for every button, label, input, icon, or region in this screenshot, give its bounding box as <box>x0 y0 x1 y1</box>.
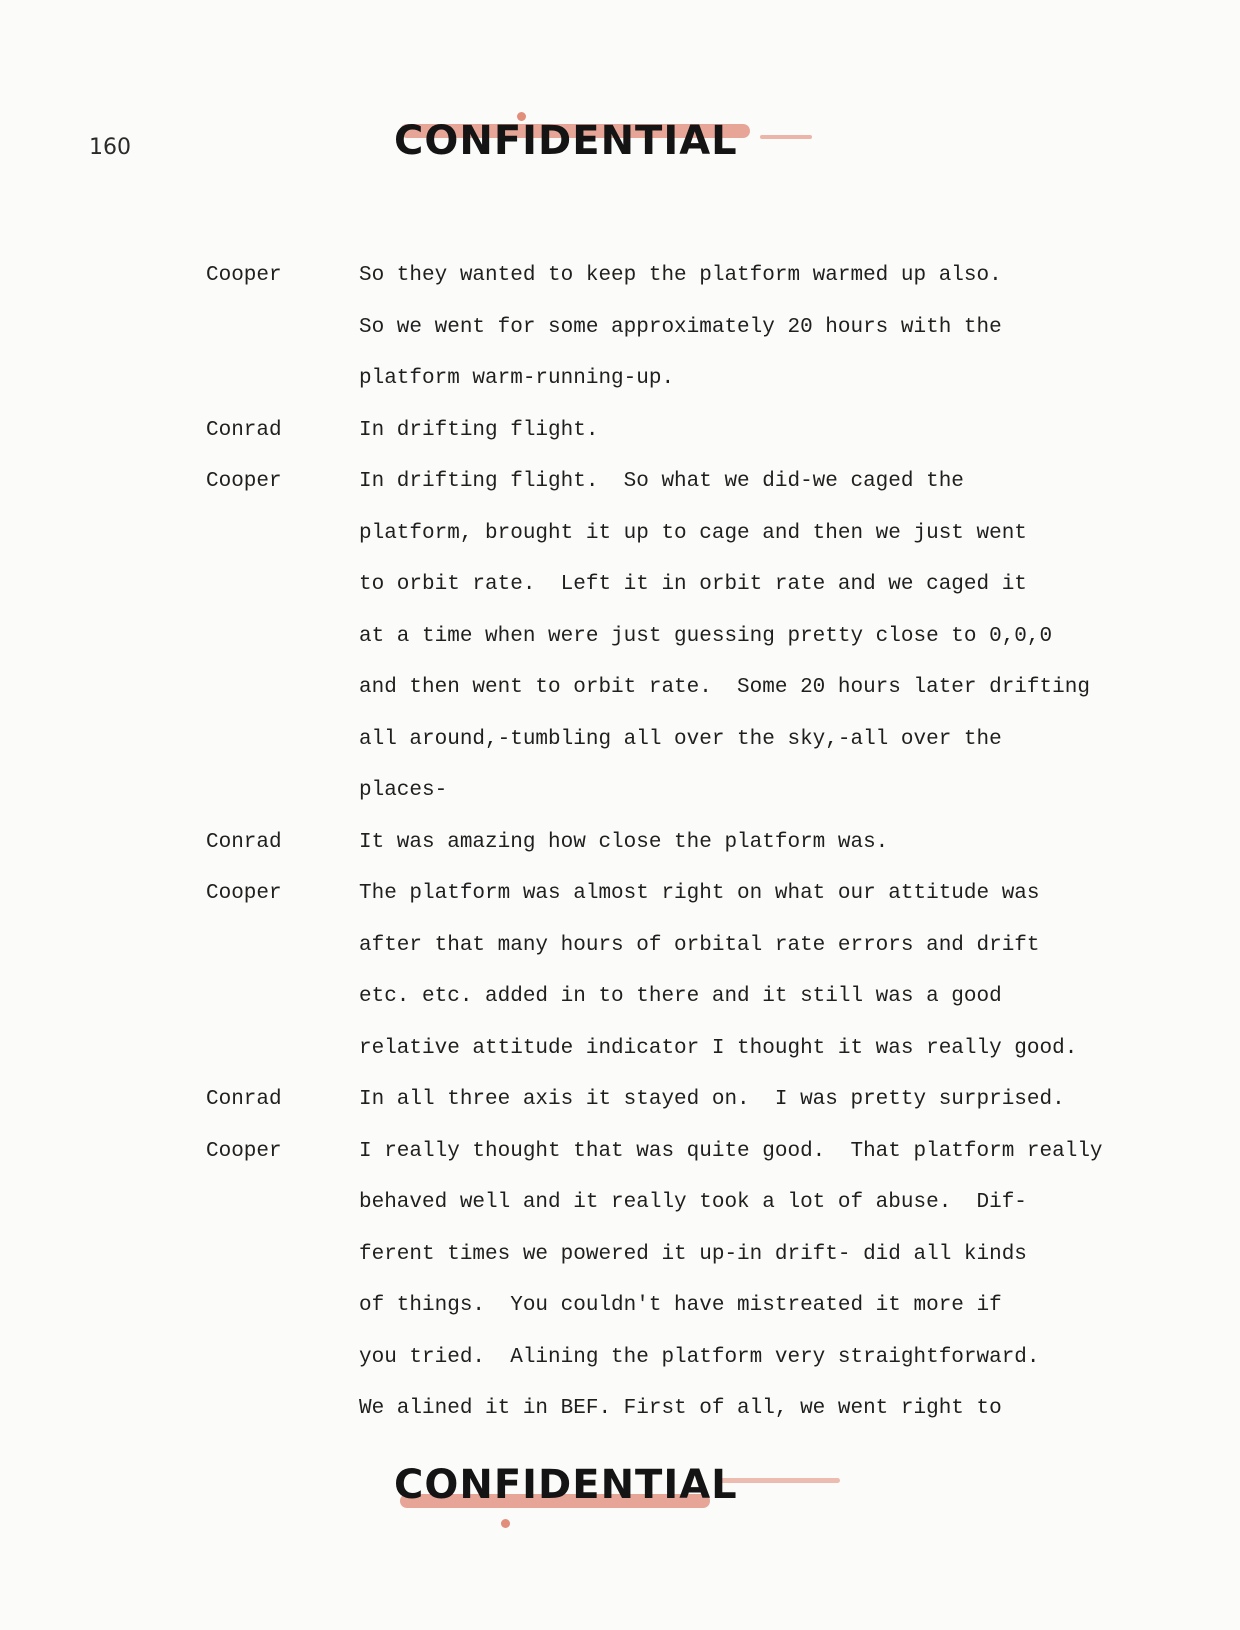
transcript-line <box>0 1237 1240 1289</box>
classification-stamp-bottom: CONFIDENTIAL <box>394 1462 738 1508</box>
transcript-line <box>0 1185 1240 1237</box>
dialogue-text: We alined it in BEF. First of all, we went right to <box>359 1397 1002 1420</box>
transcript-line <box>0 670 1240 722</box>
speaker-name: Cooper <box>206 264 282 287</box>
transcript-line <box>0 1134 1240 1186</box>
classification-smear-dot-bottom <box>501 1519 510 1528</box>
transcript-line <box>0 464 1240 516</box>
dialogue-text: In all three axis it stayed on. I was pretty surprised. <box>359 1088 1065 1111</box>
dialogue-text: to orbit rate. Left it in orbit rate and we caged it <box>359 573 1027 596</box>
classification-stamp-top: CONFIDENTIAL <box>394 118 738 164</box>
transcript-line <box>0 619 1240 671</box>
speaker-name: Conrad <box>206 418 282 442</box>
dialogue-text: you tried. Alining the platform very straightforward. <box>359 1345 1040 1369</box>
transcript-line <box>0 876 1240 928</box>
dialogue-text: ferent times we powered it up-in drift- did all kinds <box>359 1242 1027 1266</box>
dialogue-text: of things. You couldn't have mistreated it more if <box>359 1294 1002 1317</box>
transcript-line <box>0 928 1240 980</box>
transcript-line <box>0 1391 1240 1443</box>
dialogue-text: places- <box>359 779 448 802</box>
transcript <box>0 258 1240 1443</box>
dialogue-text: at a time when were just guessing pretty close to 0,0,0 <box>359 624 1053 648</box>
dialogue-text: platform warm-running-up. <box>359 367 675 390</box>
transcript-line <box>0 1031 1240 1083</box>
dialogue-text: The platform was almost right on what our attitude was <box>359 882 1040 905</box>
dialogue-text: all around,-tumbling all over the sky,-all over the <box>359 727 1002 751</box>
transcript-line <box>0 1340 1240 1392</box>
transcript-line <box>0 1288 1240 1340</box>
dialogue-text: platform, brought it up to cage and then we just went <box>359 521 1027 545</box>
classification-smear-bottom-tail <box>720 1478 840 1483</box>
transcript-line <box>0 722 1240 774</box>
dialogue-text: and then went to orbit rate. Some 20 hours later drifting <box>359 676 1090 699</box>
transcript-line <box>0 773 1240 825</box>
dialogue-text: In drifting flight. So what we did-we caged the <box>359 470 964 493</box>
speaker-name: Conrad <box>206 830 282 854</box>
transcript-line <box>0 413 1240 465</box>
page-number: 160 <box>89 135 131 160</box>
speaker-name: Cooper <box>206 470 282 493</box>
transcript-line <box>0 1082 1240 1134</box>
dialogue-text: after that many hours of orbital rate errors and drift <box>359 933 1040 957</box>
speaker-name: Cooper <box>206 1139 282 1163</box>
transcript-line <box>0 516 1240 568</box>
dialogue-text: I really thought that was quite good. That platform really <box>359 1139 1103 1163</box>
speaker-name: Conrad <box>206 1088 282 1111</box>
dialogue-text: etc. etc. added in to there and it still was a good <box>359 985 1002 1008</box>
speaker-name: Cooper <box>206 882 282 905</box>
dialogue-text: It was amazing how close the platform was. <box>359 830 889 854</box>
dialogue-text: relative attitude indicator I thought it was really good. <box>359 1036 1078 1060</box>
classification-smear-top-tail <box>760 135 812 139</box>
transcript-line <box>0 567 1240 619</box>
transcript-line <box>0 825 1240 877</box>
transcript-line <box>0 979 1240 1031</box>
dialogue-text: behaved well and it really took a lot of abuse. Dif- <box>359 1191 1027 1214</box>
transcript-line <box>0 258 1240 310</box>
transcript-line <box>0 310 1240 362</box>
dialogue-text: So we went for some approximately 20 hours with the <box>359 315 1002 339</box>
dialogue-text: So they wanted to keep the platform warmed up also. <box>359 264 1002 287</box>
transcript-line <box>0 361 1240 413</box>
dialogue-text: In drifting flight. <box>359 418 599 442</box>
